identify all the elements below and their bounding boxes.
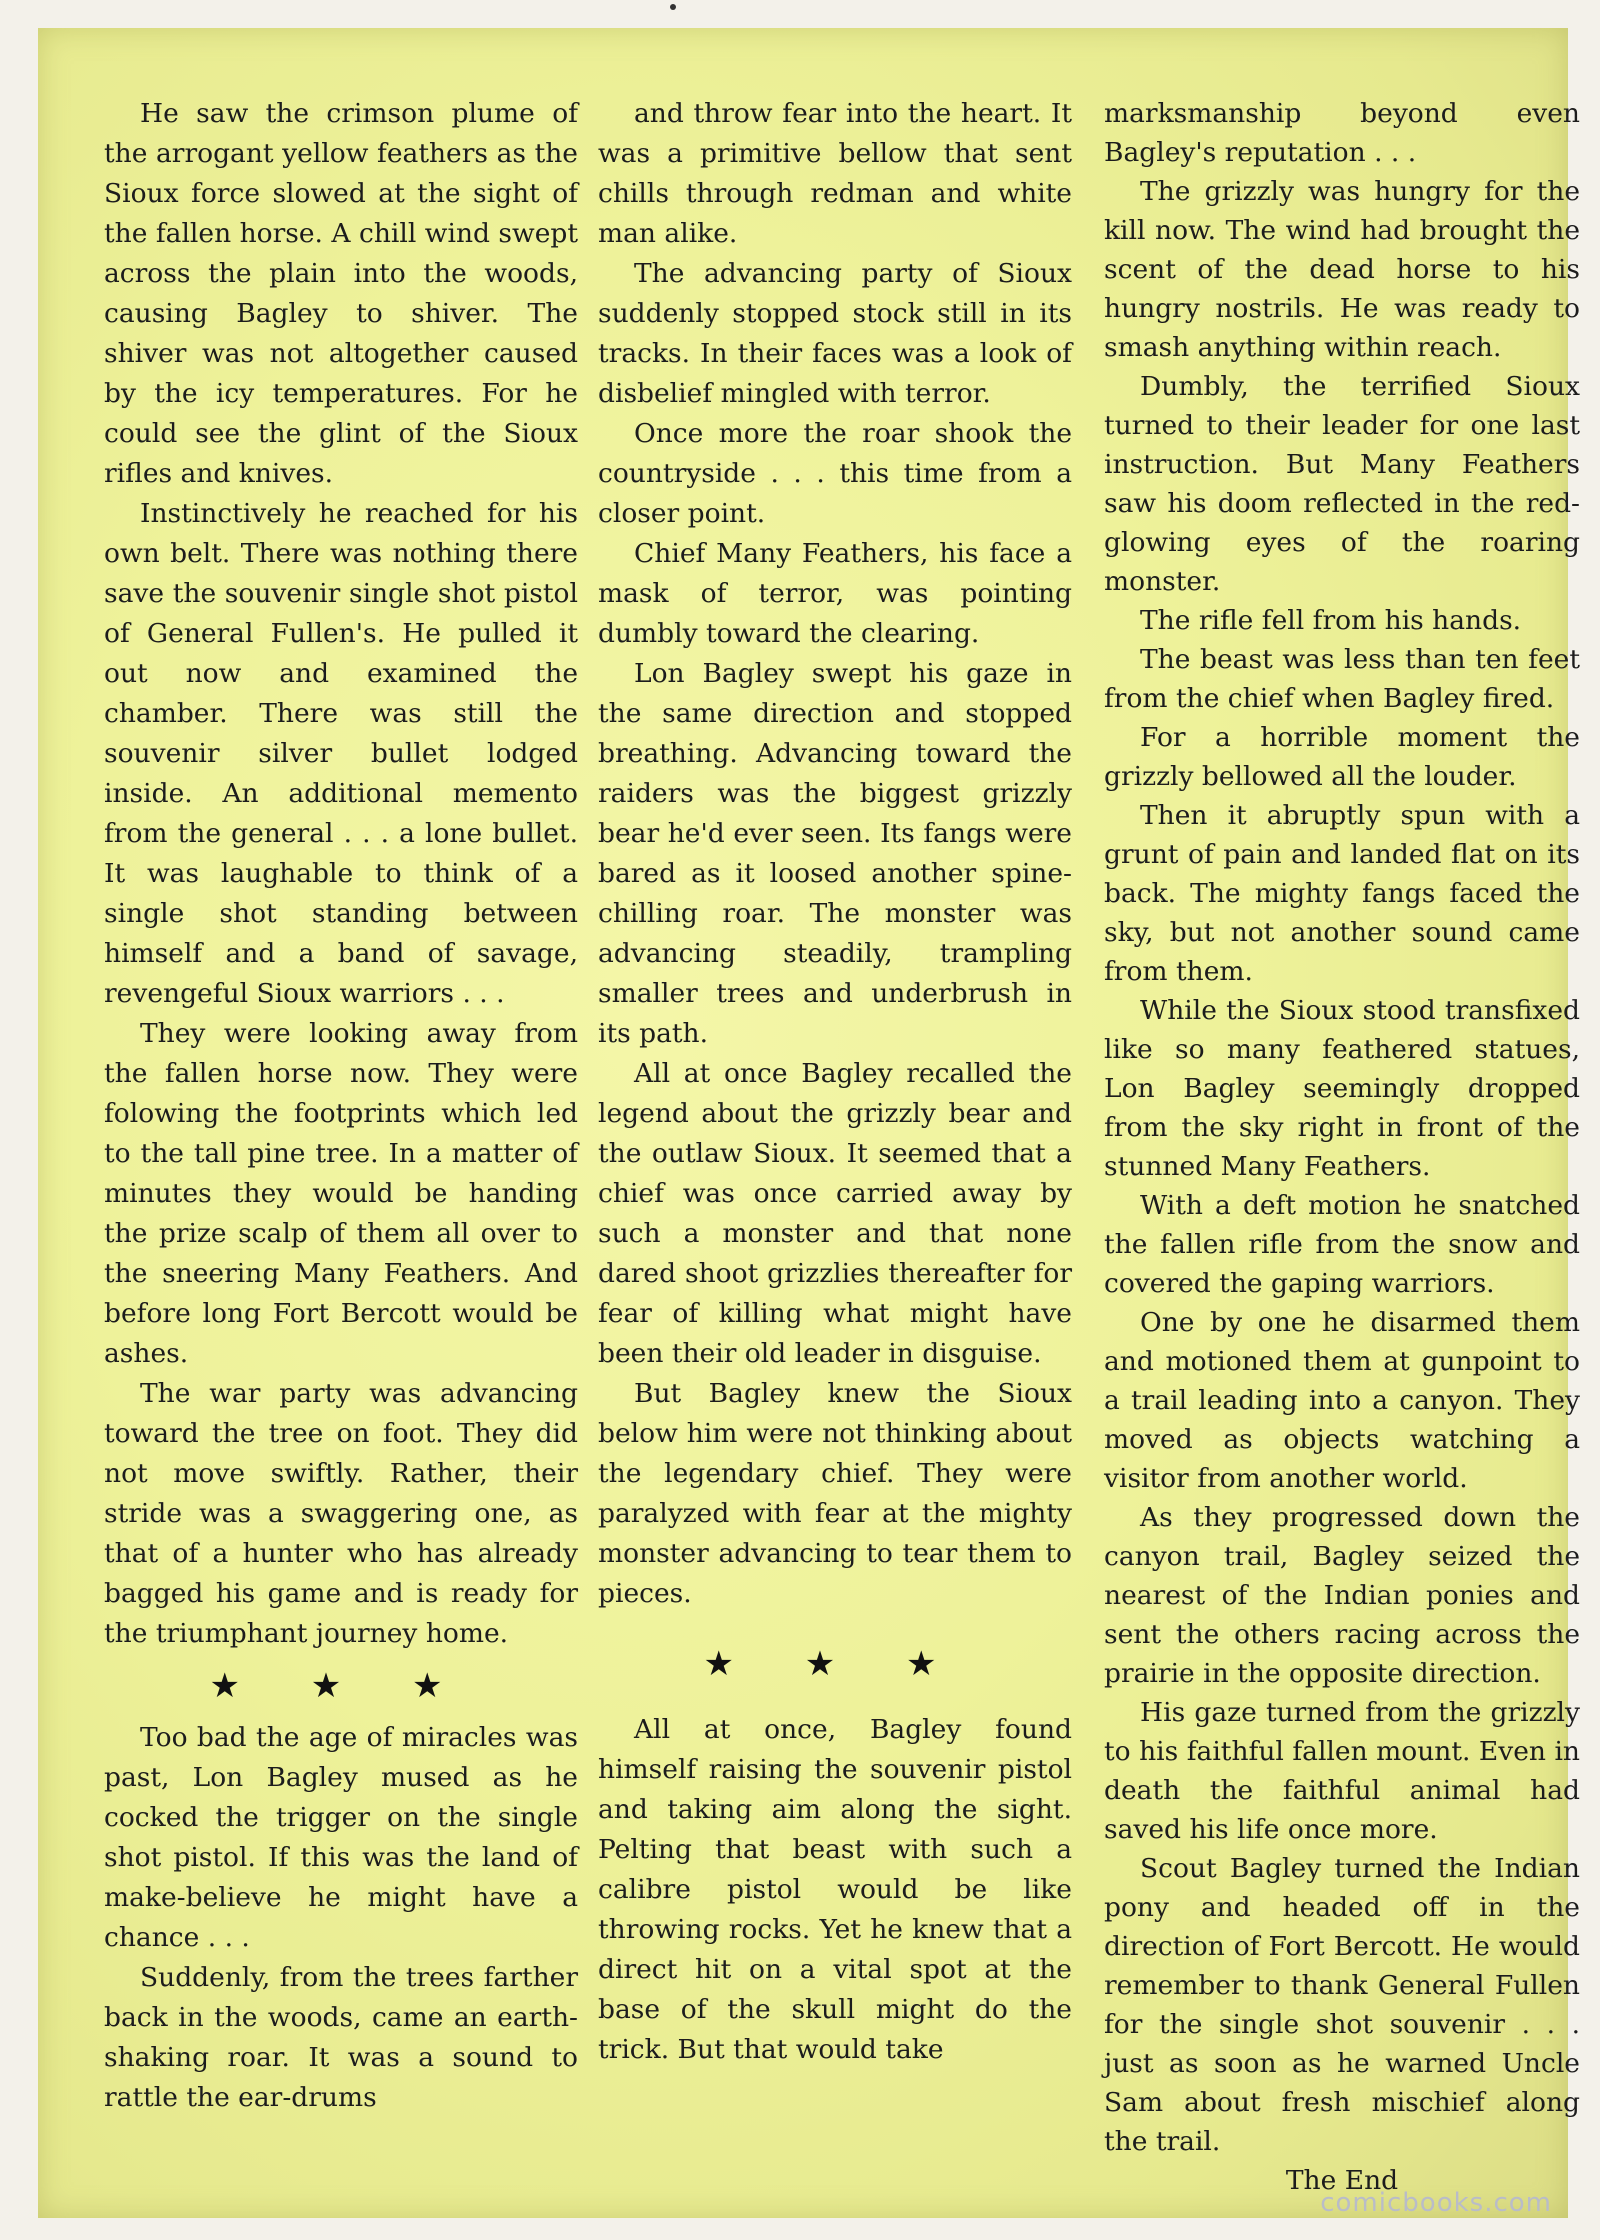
paragraph: Too bad the age of miracles was past, Lon Bagley mused as he cocked the trigger on the single shot pistol. If this was the land of make-believe he might have a chance . . .	[104, 1722, 578, 1953]
paragraph: Scout Bagley turned the Indian pony and headed off in the direction of Fort Bercott. He would remember to thank General Fullen for the single shot souvenir . . . just as soon as he warned Uncle Sam about fresh mischief along the trail.	[1104, 1853, 1580, 2157]
paragraph: Suddenly, from the trees farther back in the woods, came an earth-shaking roar. It was a sound to rattle the ear-drums	[104, 1962, 578, 2113]
paragraph: While the Sioux stood transfixed like so many feathered statues, Lon Bagley seemingly dropped from the sky right in front of the stunned Many Feathers.	[1104, 995, 1580, 1182]
paragraph: and throw fear into the heart. It was a primitive bellow that sent chills through redman and white man alike.	[598, 98, 1072, 249]
column-1	[104, 94, 578, 2118]
story-text-page	[38, 28, 1580, 2218]
paragraph: Then it abruptly spun with a grunt of pain and landed flat on its back. The mighty fangs faced the sky, but not another sound came from them.	[1104, 800, 1580, 987]
paragraph: They were looking away from the fallen horse now. They were folowing the footprints which led to the tall pine tree. In a matter of minutes they would be handing the prize scalp of them all over to the sneering Many Feathers. And before long Fort Bercott would be ashes.	[104, 1018, 578, 1369]
paragraph: All at once Bagley recalled the legend about the grizzly bear and the outlaw Sioux. It seemed that a chief was once carried away by such a monster and that none dared shoot grizzlies thereafter for fear of killing what might have been their old leader in disguise.	[598, 1058, 1072, 1369]
paragraph: Instinctively he reached for his own belt. There was nothing there save the souvenir single shot pistol of General Fullen's. He pulled it out now and examined the chamber. There was still the souvenir silver bullet lodged inside. An additional memento from the general . . . a lone bullet. It was laughable to think of a single shot standing between himself and a band of savage, revengeful Sioux warriors . . .	[104, 498, 578, 1009]
paragraph: Once more the roar shook the countryside . . . this time from a closer point.	[598, 418, 1072, 529]
paragraph: For a horrible moment the grizzly bellowed all the louder.	[1104, 722, 1580, 792]
column-2	[598, 94, 1072, 2070]
paragraph: With a deft motion he snatched the fallen rifle from the snow and covered the gaping warriors.	[1104, 1190, 1580, 1299]
paragraph: The war party was advancing toward the tree on foot. They did not move swiftly. Rather, their stride was a swaggering one, as that of a hunter who has already bagged his game and is ready for the triumphant journey home.	[104, 1378, 578, 1649]
section-separator: ★ ★ ★	[209, 1666, 473, 1706]
ink-dot	[670, 4, 676, 10]
watermark: comicbooks.com	[1320, 2188, 1552, 2218]
story-ending: The End	[1285, 2165, 1399, 2196]
paragraph: Lon Bagley swept his gaze in the same direction and stopped breathing. Advancing toward the raiders was the biggest grizzly bear he'd ever seen. Its fangs were bared as it loosed another spine-chilling roar. The monster was advancing steadily, trampling smaller trees and underbrush in its path.	[598, 658, 1072, 1049]
paragraph: Dumbly, the terrified Sioux turned to their leader for one last instruction. But Many Feathers saw his doom reflected in the red-glowing eyes of the roaring monster.	[1104, 371, 1580, 597]
paragraph: He saw the crimson plume of the arrogant yellow feathers as the Sioux force slowed at the sight of the fallen horse. A chill wind swept across the plain into the woods, causing Bagley to shiver. The shiver was not altogether caused by the icy temperatures. For he could see the glint of the Sioux rifles and knives.	[104, 98, 578, 489]
paragraph: The beast was less than ten feet from the chief when Bagley fired.	[1104, 644, 1580, 714]
paragraph: marksmanship beyond even Bagley's reputation . . .	[1104, 98, 1580, 168]
paragraph: The grizzly was hungry for the kill now. The wind had brought the scent of the dead horse to his hungry nostrils. He was ready to smash anything within reach.	[1104, 176, 1580, 363]
section-separator: ★ ★ ★	[703, 1644, 967, 1684]
paragraph: As they progressed down the canyon trail, Bagley seized the nearest of the Indian ponies and sent the others racing across the prairie in the opposite direction.	[1104, 1502, 1580, 1689]
paragraph: The advancing party of Sioux suddenly stopped stock still in its tracks. In their faces was a look of disbelief mingled with terror.	[598, 258, 1072, 409]
column-3	[1104, 94, 1580, 2200]
paragraph: The rifle fell from his hands.	[1140, 605, 1522, 636]
paragraph: One by one he disarmed them and motioned them at gunpoint to a trail leading into a canyon. They moved as objects watching a visitor from another world.	[1104, 1307, 1580, 1494]
paragraph: But Bagley knew the Sioux below him were not thinking about the legendary chief. They were paralyzed with fear at the mighty monster advancing to tear them to pieces.	[598, 1378, 1072, 1609]
paragraph: His gaze turned from the grizzly to his faithful fallen mount. Even in death the faithful animal had saved his life once more.	[1104, 1697, 1580, 1845]
paragraph: Chief Many Feathers, his face a mask of terror, was pointing dumbly toward the clearing.	[598, 538, 1072, 649]
paragraph: All at once, Bagley found himself raising the souvenir pistol and taking aim along the sight. Pelting that beast with such a calibre pistol would be like throwing rocks. Yet he knew that a direct hit on a vital spot at the base of the skull might do the trick. But that would take	[598, 1714, 1072, 2065]
